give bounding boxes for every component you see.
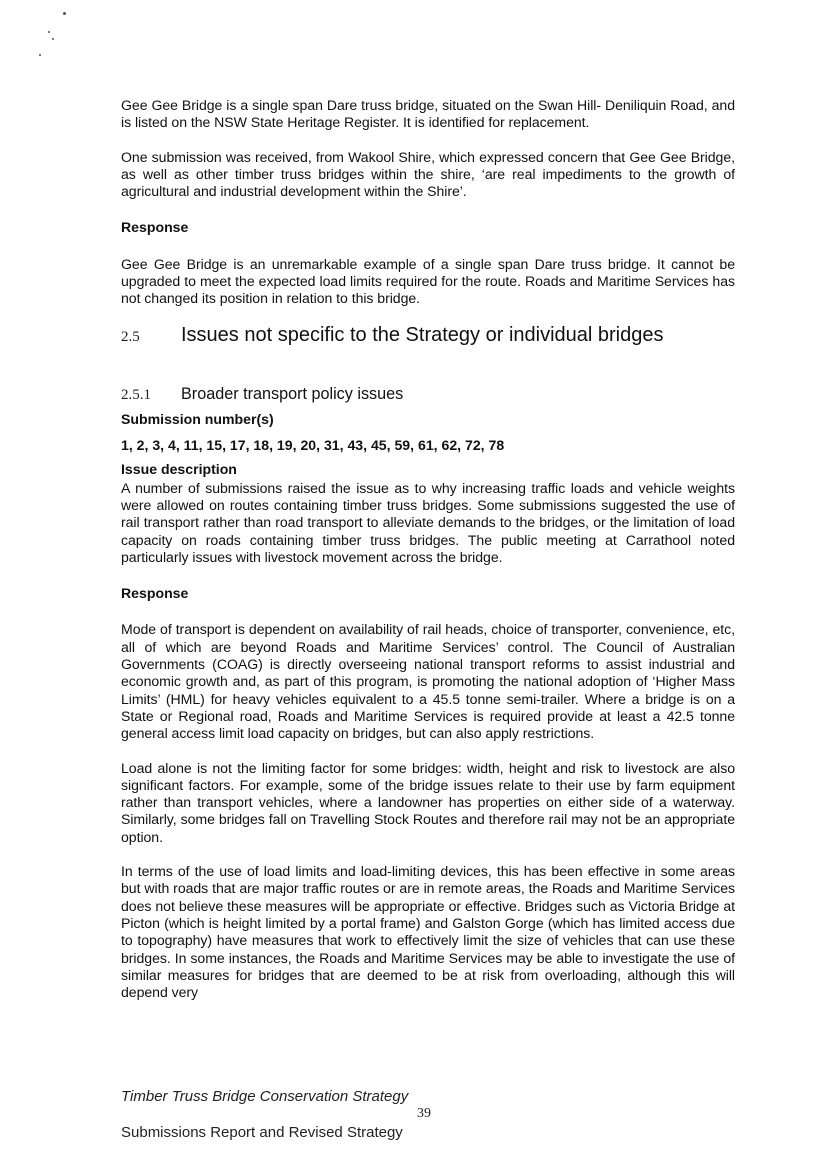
scan-specks: [36, 8, 56, 60]
section-number: 2.5: [121, 328, 140, 345]
page-footer: [121, 1088, 521, 1142]
subsection-heading: [121, 385, 735, 404]
paragraph-transport-mode: Mode of transport is dependent on availability of rail heads, choice of transporter, convenience, etc, all of which are beyond Roads and Maritime Services’ control. The Council of Australian Governments (COAG) is directly overseeing national transport reforms to assist industrial and economic growth and, as part of this program, is promoting the national adoption of ‘Higher Mass Limits’ (HML) for heavy vehicles equivalent to a 45.5 tonne semi-trailer. Where a bridge is on a State or Regional road, Roads and Maritime Services is required provide at least a 42.5 tonne general access limit load capacity on bridges, but can also apply restrictions.: [121, 621, 735, 742]
paragraph-gee-gee-intro: Gee Gee Bridge is a single span Dare truss bridge, situated on the Swan Hill- Deniliquin Road, and is listed on the NSW State Heritage Register. It is identified for replacement.: [121, 97, 735, 131]
response-label: Response: [121, 219, 189, 236]
submission-number-list: 1, 2, 3, 4, 11, 15, 17, 18, 19, 20, 31, 43, 45, 59, 61, 62, 72, 78: [121, 436, 505, 453]
response-label-2: Response: [121, 585, 189, 602]
submission-number-label: Submission number(s): [121, 410, 274, 427]
subsection-title: Broader transport policy issues: [181, 384, 404, 403]
subsection-number: 2.5.1: [121, 386, 151, 403]
paragraph-load-factors: Load alone is not the limiting factor for some bridges: width, height and risk to livestock are also significant factors. For example, some of the bridge issues relate to their use by farm equipment rather than transport vehicles, where a landowner has properties on either side of a waterway. Similarly, some bridges fall on Travelling Stock Routes and therefore rail may not be an appropriate option.: [121, 759, 735, 845]
issue-description-label: Issue description: [121, 460, 237, 477]
paragraph-issue-description: A number of submissions raised the issue as to why increasing traffic loads and vehicle weights were allowed on routes containing timber truss bridges. Some submissions suggested the use of rail transport rather than road transport to alleviate demands to the bridges, or the limitation of load capacity on roads containing timber truss bridges. The public meeting at Carrathool noted particularly issues with livestock movement across the bridge.: [121, 479, 735, 565]
page-content: [121, 97, 735, 1001]
section-title: Issues not specific to the Strategy or individual bridges: [181, 323, 664, 346]
paragraph-wakool-submission: One submission was received, from Wakool Shire, which expressed concern that Gee Gee Bridge, as well as other timber truss bridges within the shire, ‘are real impediments to the growth of agricultural and industrial development within the Shire’.: [121, 148, 735, 200]
section-heading: [121, 324, 735, 347]
footer-document-subtitle: Submissions Report and Revised Strategy: [121, 1124, 403, 1141]
paragraph-load-limits: In terms of the use of load limits and load-limiting devices, this has been effective in some areas but with roads that are major traffic routes or are in remote areas, the Roads and Maritime Services does not believe these measures will be appropriate or effective. Bridges such as Victoria Bridge at Picton (which is height limited by a portal frame) and Galston Gorge (which has limited access due to topography) have measures that work to effectively limit the size of vehicles that can use these bridges. In some instances, the Roads and Maritime Services may be able to investigate the use of similar measures for bridges that are deemed to be at risk from overloading, although this will depend very: [121, 863, 735, 1001]
footer-document-title: Timber Truss Bridge Conservation Strategy: [121, 1088, 409, 1105]
page-number: 39: [417, 1106, 431, 1121]
paragraph-gee-gee-response: Gee Gee Bridge is an unremarkable example of a single span Dare truss bridge. It cannot be upgraded to meet the expected load limits required for the route. Roads and Maritime Services has not changed its position in relation to this bridge.: [121, 255, 735, 307]
